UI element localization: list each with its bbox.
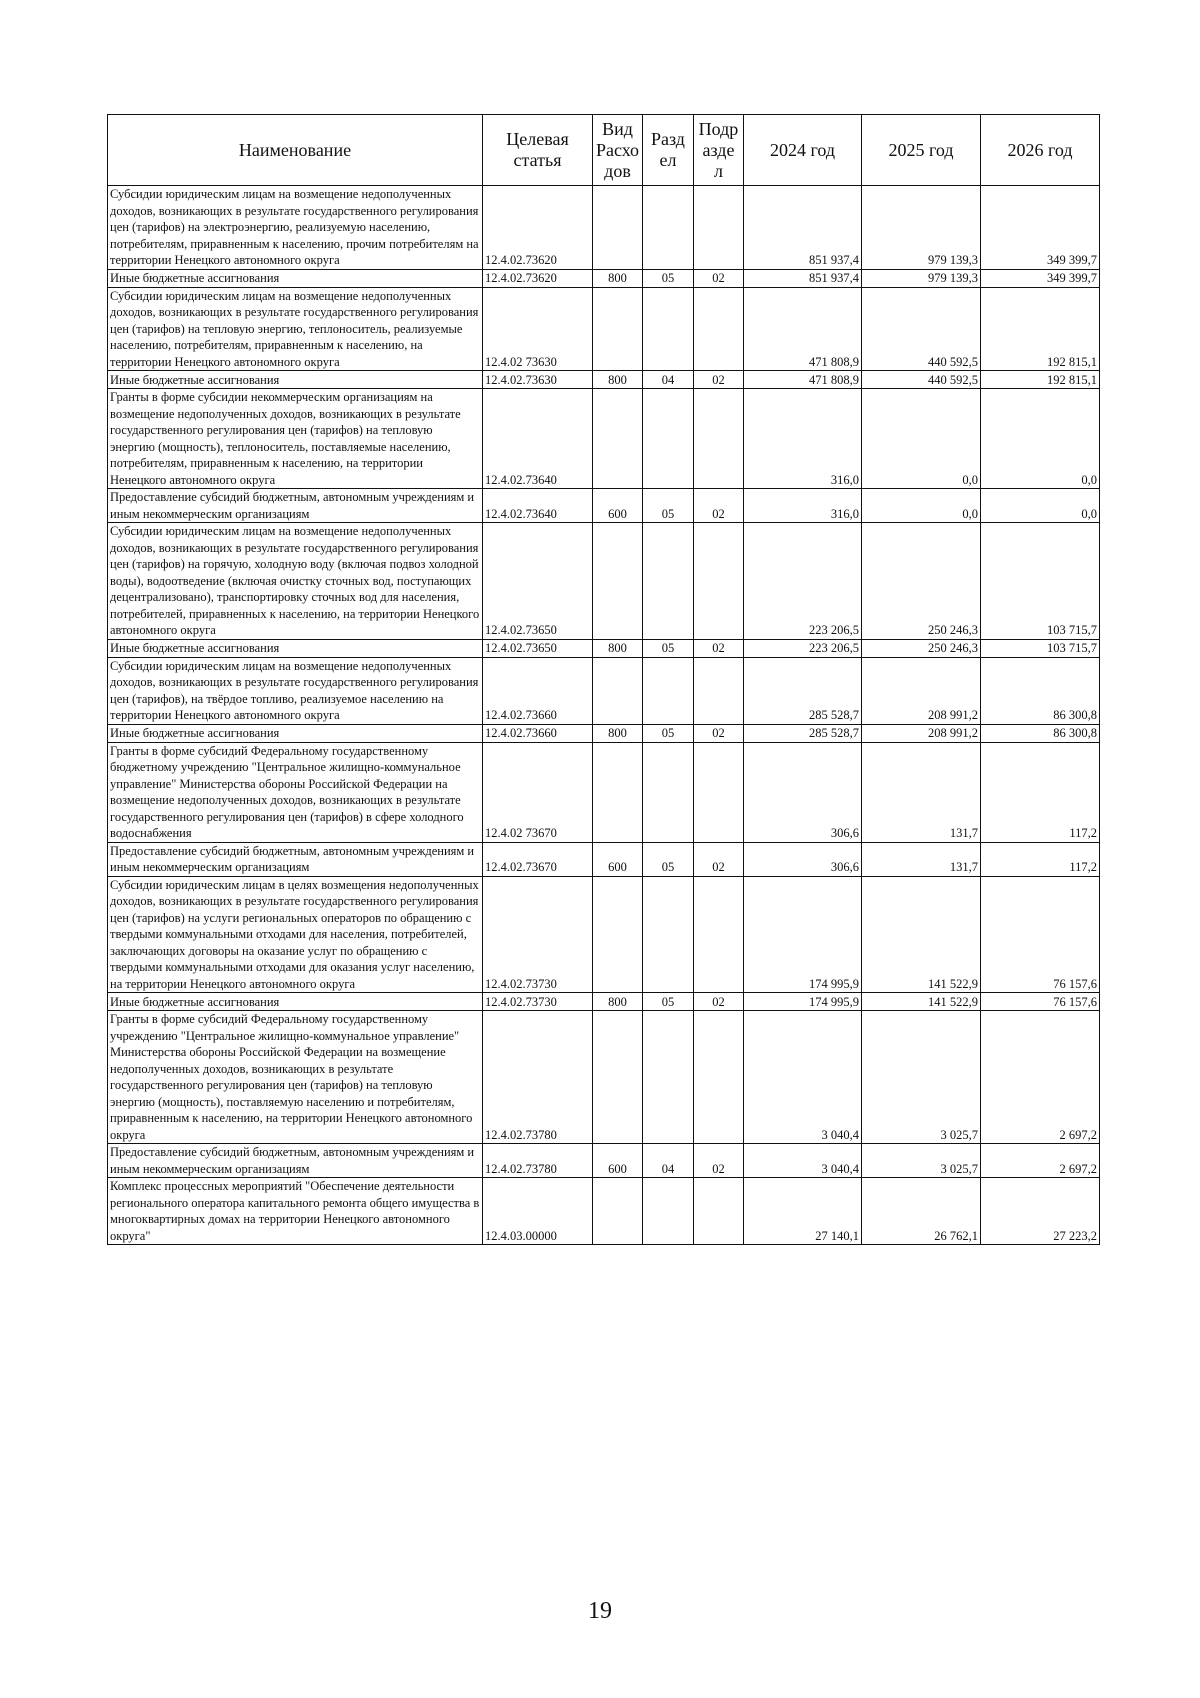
cell-section: [643, 742, 694, 842]
table-row: [108, 842, 1100, 876]
table-row: [108, 639, 1100, 657]
cell-subsection: [694, 389, 744, 489]
cell-y2025: 3 025,7: [862, 1144, 981, 1178]
cell-y2025: 440 592,5: [862, 287, 981, 371]
cell-section: 05: [643, 842, 694, 876]
cell-name: Предоставление субсидий бюджетным, автономным учреждениям и иным некоммерческим организациям: [108, 489, 483, 523]
cell-target: 12.4.03.00000: [483, 1178, 593, 1245]
header-target: Целевая статья: [483, 115, 593, 186]
cell-y2026: 192 815,1: [981, 371, 1100, 389]
cell-y2026: 86 300,8: [981, 724, 1100, 742]
cell-target: 12.4.02.73730: [483, 876, 593, 993]
cell-section: 05: [643, 993, 694, 1011]
table-row: [108, 1144, 1100, 1178]
table-row: [108, 742, 1100, 842]
cell-type: [593, 1178, 643, 1245]
cell-y2025: 250 246,3: [862, 523, 981, 640]
cell-subsection: 02: [694, 489, 744, 523]
cell-section: 05: [643, 639, 694, 657]
header-2026: 2026 год: [981, 115, 1100, 186]
cell-subsection: 02: [694, 639, 744, 657]
cell-type: [593, 389, 643, 489]
cell-y2024: 851 937,4: [744, 269, 862, 287]
cell-name: Предоставление субсидий бюджетным, автономным учреждениям и иным некоммерческим организациям: [108, 842, 483, 876]
cell-y2024: 285 528,7: [744, 724, 862, 742]
cell-subsection: [694, 287, 744, 371]
cell-y2026: 192 815,1: [981, 287, 1100, 371]
cell-y2024: 223 206,5: [744, 639, 862, 657]
cell-y2024: 316,0: [744, 489, 862, 523]
cell-target: 12.4.02.73660: [483, 657, 593, 724]
cell-y2026: 103 715,7: [981, 523, 1100, 640]
table-row: [108, 993, 1100, 1011]
cell-type: [593, 657, 643, 724]
cell-section: [643, 876, 694, 993]
cell-subsection: 02: [694, 1144, 744, 1178]
cell-subsection: 02: [694, 842, 744, 876]
cell-y2026: 76 157,6: [981, 876, 1100, 993]
cell-name: Гранты в форме субсидий Федеральному государственному бюджетному учреждению "Центральное жилищно-коммунальное управление" Министерства обороны Российской Федерации на возмещение недополученных доходов, возникающих в результате государственного регулирования цен (тарифов) в сфере холодного водоснабжения: [108, 742, 483, 842]
cell-y2024: 471 808,9: [744, 371, 862, 389]
cell-name: Субсидии юридическим лицам на возмещение недополученных доходов, возникающих в результате государственного регулирования цен (тарифов) на горячую, холодную воду (включая подвоз холодной воды), водоотведение (включая очистку сточных вод, поступающих децентрализовано), транспортировку сточных вод для населения, потребителей, приравненных к населению, на территории Ненецкого автономного округа: [108, 523, 483, 640]
cell-name: Иные бюджетные ассигнования: [108, 724, 483, 742]
cell-name: Иные бюджетные ассигнования: [108, 371, 483, 389]
cell-y2026: 117,2: [981, 742, 1100, 842]
cell-subsection: 02: [694, 724, 744, 742]
cell-y2025: 440 592,5: [862, 371, 981, 389]
table-row: [108, 876, 1100, 993]
cell-y2024: 27 140,1: [744, 1178, 862, 1245]
table-row: [108, 1178, 1100, 1245]
cell-target: 12.4.02 73670: [483, 742, 593, 842]
cell-y2025: 131,7: [862, 742, 981, 842]
cell-type: [593, 742, 643, 842]
cell-section: [643, 523, 694, 640]
header-2024: 2024 год: [744, 115, 862, 186]
cell-y2024: 316,0: [744, 389, 862, 489]
header-section: Разд ел: [643, 115, 694, 186]
cell-name: Гранты в форме субсидий Федеральному государственному учреждению "Центральное жилищно-коммунальное управление" Министерства обороны Российской Федерации на возмещение недополученных доходов, возникающих в результате государственного регулирования цен (тарифов) на тепловую энергию (мощность), поставляемую населению и потребителям, приравненным к населению, на территории Ненецкого автономного округа: [108, 1011, 483, 1144]
cell-section: [643, 389, 694, 489]
cell-target: 12.4.02.73620: [483, 269, 593, 287]
cell-y2026: 86 300,8: [981, 657, 1100, 724]
cell-y2025: 141 522,9: [862, 876, 981, 993]
cell-y2025: 208 991,2: [862, 657, 981, 724]
cell-subsection: [694, 523, 744, 640]
cell-subsection: [694, 1178, 744, 1245]
cell-subsection: 02: [694, 269, 744, 287]
cell-y2024: 223 206,5: [744, 523, 862, 640]
cell-type: [593, 1011, 643, 1144]
cell-y2025: 208 991,2: [862, 724, 981, 742]
cell-subsection: 02: [694, 993, 744, 1011]
cell-name: Иные бюджетные ассигнования: [108, 639, 483, 657]
cell-type: [593, 186, 643, 270]
cell-section: 04: [643, 1144, 694, 1178]
header-type: Вид Расхо дов: [593, 115, 643, 186]
cell-name: Субсидии юридическим лицам в целях возмещения недополученных доходов, возникающих в результате государственного регулирования цен (тарифов) на услуги региональных операторов по обращению с твердыми коммунальными отходами для населения, потребителей, заключающих договоры на оказание услуг по обращению с твердыми коммунальными отходами для оказания услуг населению, на территории Ненецкого автономного округа: [108, 876, 483, 993]
cell-y2026: 349 399,7: [981, 269, 1100, 287]
table-row: [108, 657, 1100, 724]
cell-section: 05: [643, 489, 694, 523]
cell-name: Субсидии юридическим лицам на возмещение недополученных доходов, возникающих в результате государственного регулирования цен (тарифов), на твёрдое топливо, реализуемое населению на территории Ненецкого автономного округа: [108, 657, 483, 724]
cell-y2025: 3 025,7: [862, 1011, 981, 1144]
cell-y2024: 174 995,9: [744, 993, 862, 1011]
cell-type: 800: [593, 371, 643, 389]
cell-y2026: 0,0: [981, 489, 1100, 523]
cell-name: Субсидии юридическим лицам на возмещение недополученных доходов, возникающих в результате государственного регулирования цен (тарифов) на электроэнергию, реализуемую населению, потребителям, приравненным к населению, прочим потребителям на территории Ненецкого автономного округа: [108, 186, 483, 270]
cell-subsection: [694, 876, 744, 993]
cell-name: Предоставление субсидий бюджетным, автономным учреждениям и иным некоммерческим организациям: [108, 1144, 483, 1178]
cell-y2026: 117,2: [981, 842, 1100, 876]
cell-type: 600: [593, 842, 643, 876]
cell-subsection: 02: [694, 371, 744, 389]
cell-section: 05: [643, 724, 694, 742]
cell-type: 800: [593, 269, 643, 287]
cell-section: [643, 657, 694, 724]
table-header-row: [108, 115, 1100, 186]
table-row: [108, 523, 1100, 640]
cell-name: Гранты в форме субсидии некоммерческим организациям на возмещение недополученных доходов, возникающих в результате государственного регулирования цен (тарифов) на тепловую энергию (мощность), теплоноситель, поставляемые населению, потребителям, приравненным к населению, на территории Ненецкого автономного округа: [108, 389, 483, 489]
cell-subsection: [694, 742, 744, 842]
cell-type: 800: [593, 993, 643, 1011]
page-number: 19: [588, 1598, 612, 1624]
cell-y2026: 27 223,2: [981, 1178, 1100, 1245]
cell-y2024: 3 040,4: [744, 1011, 862, 1144]
cell-section: [643, 287, 694, 371]
cell-subsection: [694, 1011, 744, 1144]
cell-y2025: 26 762,1: [862, 1178, 981, 1245]
cell-y2025: 979 139,3: [862, 186, 981, 270]
cell-y2026: 76 157,6: [981, 993, 1100, 1011]
cell-type: 800: [593, 724, 643, 742]
cell-section: 04: [643, 371, 694, 389]
cell-name: Иные бюджетные ассигнования: [108, 269, 483, 287]
cell-y2025: 141 522,9: [862, 993, 981, 1011]
cell-y2026: 2 697,2: [981, 1011, 1100, 1144]
cell-y2026: 2 697,2: [981, 1144, 1100, 1178]
table-row: [108, 371, 1100, 389]
cell-name: Иные бюджетные ассигнования: [108, 993, 483, 1011]
table-row: [108, 269, 1100, 287]
cell-target: 12.4.02.73650: [483, 639, 593, 657]
cell-y2025: 0,0: [862, 489, 981, 523]
cell-name: Субсидии юридическим лицам на возмещение недополученных доходов, возникающих в результате государственного регулирования цен (тарифов) на тепловую энергию, теплоноситель, реализуемые населению, потребителям, приравненным к населению, на территории Ненецкого автономного округа: [108, 287, 483, 371]
cell-section: 05: [643, 269, 694, 287]
cell-section: [643, 1011, 694, 1144]
cell-y2024: 306,6: [744, 742, 862, 842]
table-body: [108, 186, 1100, 1245]
cell-type: [593, 287, 643, 371]
cell-type: 600: [593, 489, 643, 523]
cell-target: 12.4.02.73780: [483, 1144, 593, 1178]
table-row: [108, 489, 1100, 523]
cell-y2024: 471 808,9: [744, 287, 862, 371]
cell-y2025: 0,0: [862, 389, 981, 489]
table-row: [108, 724, 1100, 742]
cell-type: 600: [593, 1144, 643, 1178]
table-row: [108, 1011, 1100, 1144]
cell-y2024: 851 937,4: [744, 186, 862, 270]
cell-y2025: 979 139,3: [862, 269, 981, 287]
cell-section: [643, 186, 694, 270]
cell-y2026: 103 715,7: [981, 639, 1100, 657]
cell-section: [643, 1178, 694, 1245]
cell-target: 12.4.02.73640: [483, 389, 593, 489]
cell-y2024: 306,6: [744, 842, 862, 876]
cell-y2024: 174 995,9: [744, 876, 862, 993]
cell-y2025: 250 246,3: [862, 639, 981, 657]
cell-y2026: 349 399,7: [981, 186, 1100, 270]
header-2025: 2025 год: [862, 115, 981, 186]
cell-name: Комплекс процессных мероприятий "Обеспечение деятельности регионального оператора капитального ремонта общего имущества в многоквартирных домах на территории Ненецкого автономного округа": [108, 1178, 483, 1245]
cell-target: 12.4.02.73660: [483, 724, 593, 742]
budget-table: [107, 114, 1100, 1245]
cell-y2026: 0,0: [981, 389, 1100, 489]
cell-target: 12.4.02.73780: [483, 1011, 593, 1144]
table-row: [108, 389, 1100, 489]
cell-target: 12.4.02.73630: [483, 371, 593, 389]
cell-y2024: 285 528,7: [744, 657, 862, 724]
cell-y2024: 3 040,4: [744, 1144, 862, 1178]
cell-target: 12.4.02.73640: [483, 489, 593, 523]
cell-type: 800: [593, 639, 643, 657]
cell-target: 12.4.02.73730: [483, 993, 593, 1011]
header-name: Наименование: [108, 115, 483, 186]
cell-type: [593, 523, 643, 640]
cell-target: 12.4.02 73630: [483, 287, 593, 371]
cell-target: 12.4.02.73670: [483, 842, 593, 876]
cell-target: 12.4.02.73620: [483, 186, 593, 270]
cell-y2025: 131,7: [862, 842, 981, 876]
cell-type: [593, 876, 643, 993]
table-row: [108, 186, 1100, 270]
cell-subsection: [694, 657, 744, 724]
cell-target: 12.4.02.73650: [483, 523, 593, 640]
cell-subsection: [694, 186, 744, 270]
header-subsection: Подр азде л: [694, 115, 744, 186]
table-row: [108, 287, 1100, 371]
